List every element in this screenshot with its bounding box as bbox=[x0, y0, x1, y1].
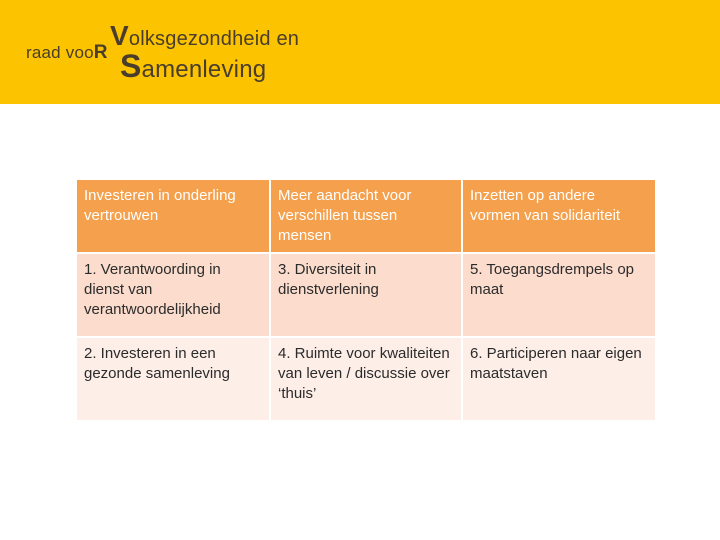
logo bbox=[26, 20, 326, 84]
table-cell: 6. Participeren naar eigen maatstaven bbox=[462, 337, 656, 421]
table-cell: 2. Investeren in een gezonde samenleving bbox=[76, 337, 270, 421]
header-banner bbox=[0, 0, 720, 104]
table-header-row bbox=[76, 179, 656, 253]
themes-table bbox=[75, 178, 657, 422]
table-row bbox=[76, 337, 656, 421]
table-cell: 1. Verantwoording in dienst van verantwoordelijkheid bbox=[76, 253, 270, 337]
table-cell: 4. Ruimte voor kwaliteiten van leven / discussie over ‘thuis’ bbox=[270, 337, 462, 421]
logo-prefix: raad vooR bbox=[26, 42, 108, 63]
header-cell-trust: Investeren in onderling vertrouwen bbox=[76, 179, 270, 253]
table-row bbox=[76, 253, 656, 337]
header-cell-solidarity: Inzetten op andere vormen van solidariteit bbox=[462, 179, 656, 253]
logo-line-1: Volksgezondheid en bbox=[110, 20, 300, 51]
table-cell: 5. Toegangsdrempels op maat bbox=[462, 253, 656, 337]
table-cell: 3. Diversiteit in dienstverlening bbox=[270, 253, 462, 337]
header-cell-differences: Meer aandacht voor verschillen tussen mensen bbox=[270, 179, 462, 253]
logo-line-2: Samenleving bbox=[120, 48, 267, 84]
